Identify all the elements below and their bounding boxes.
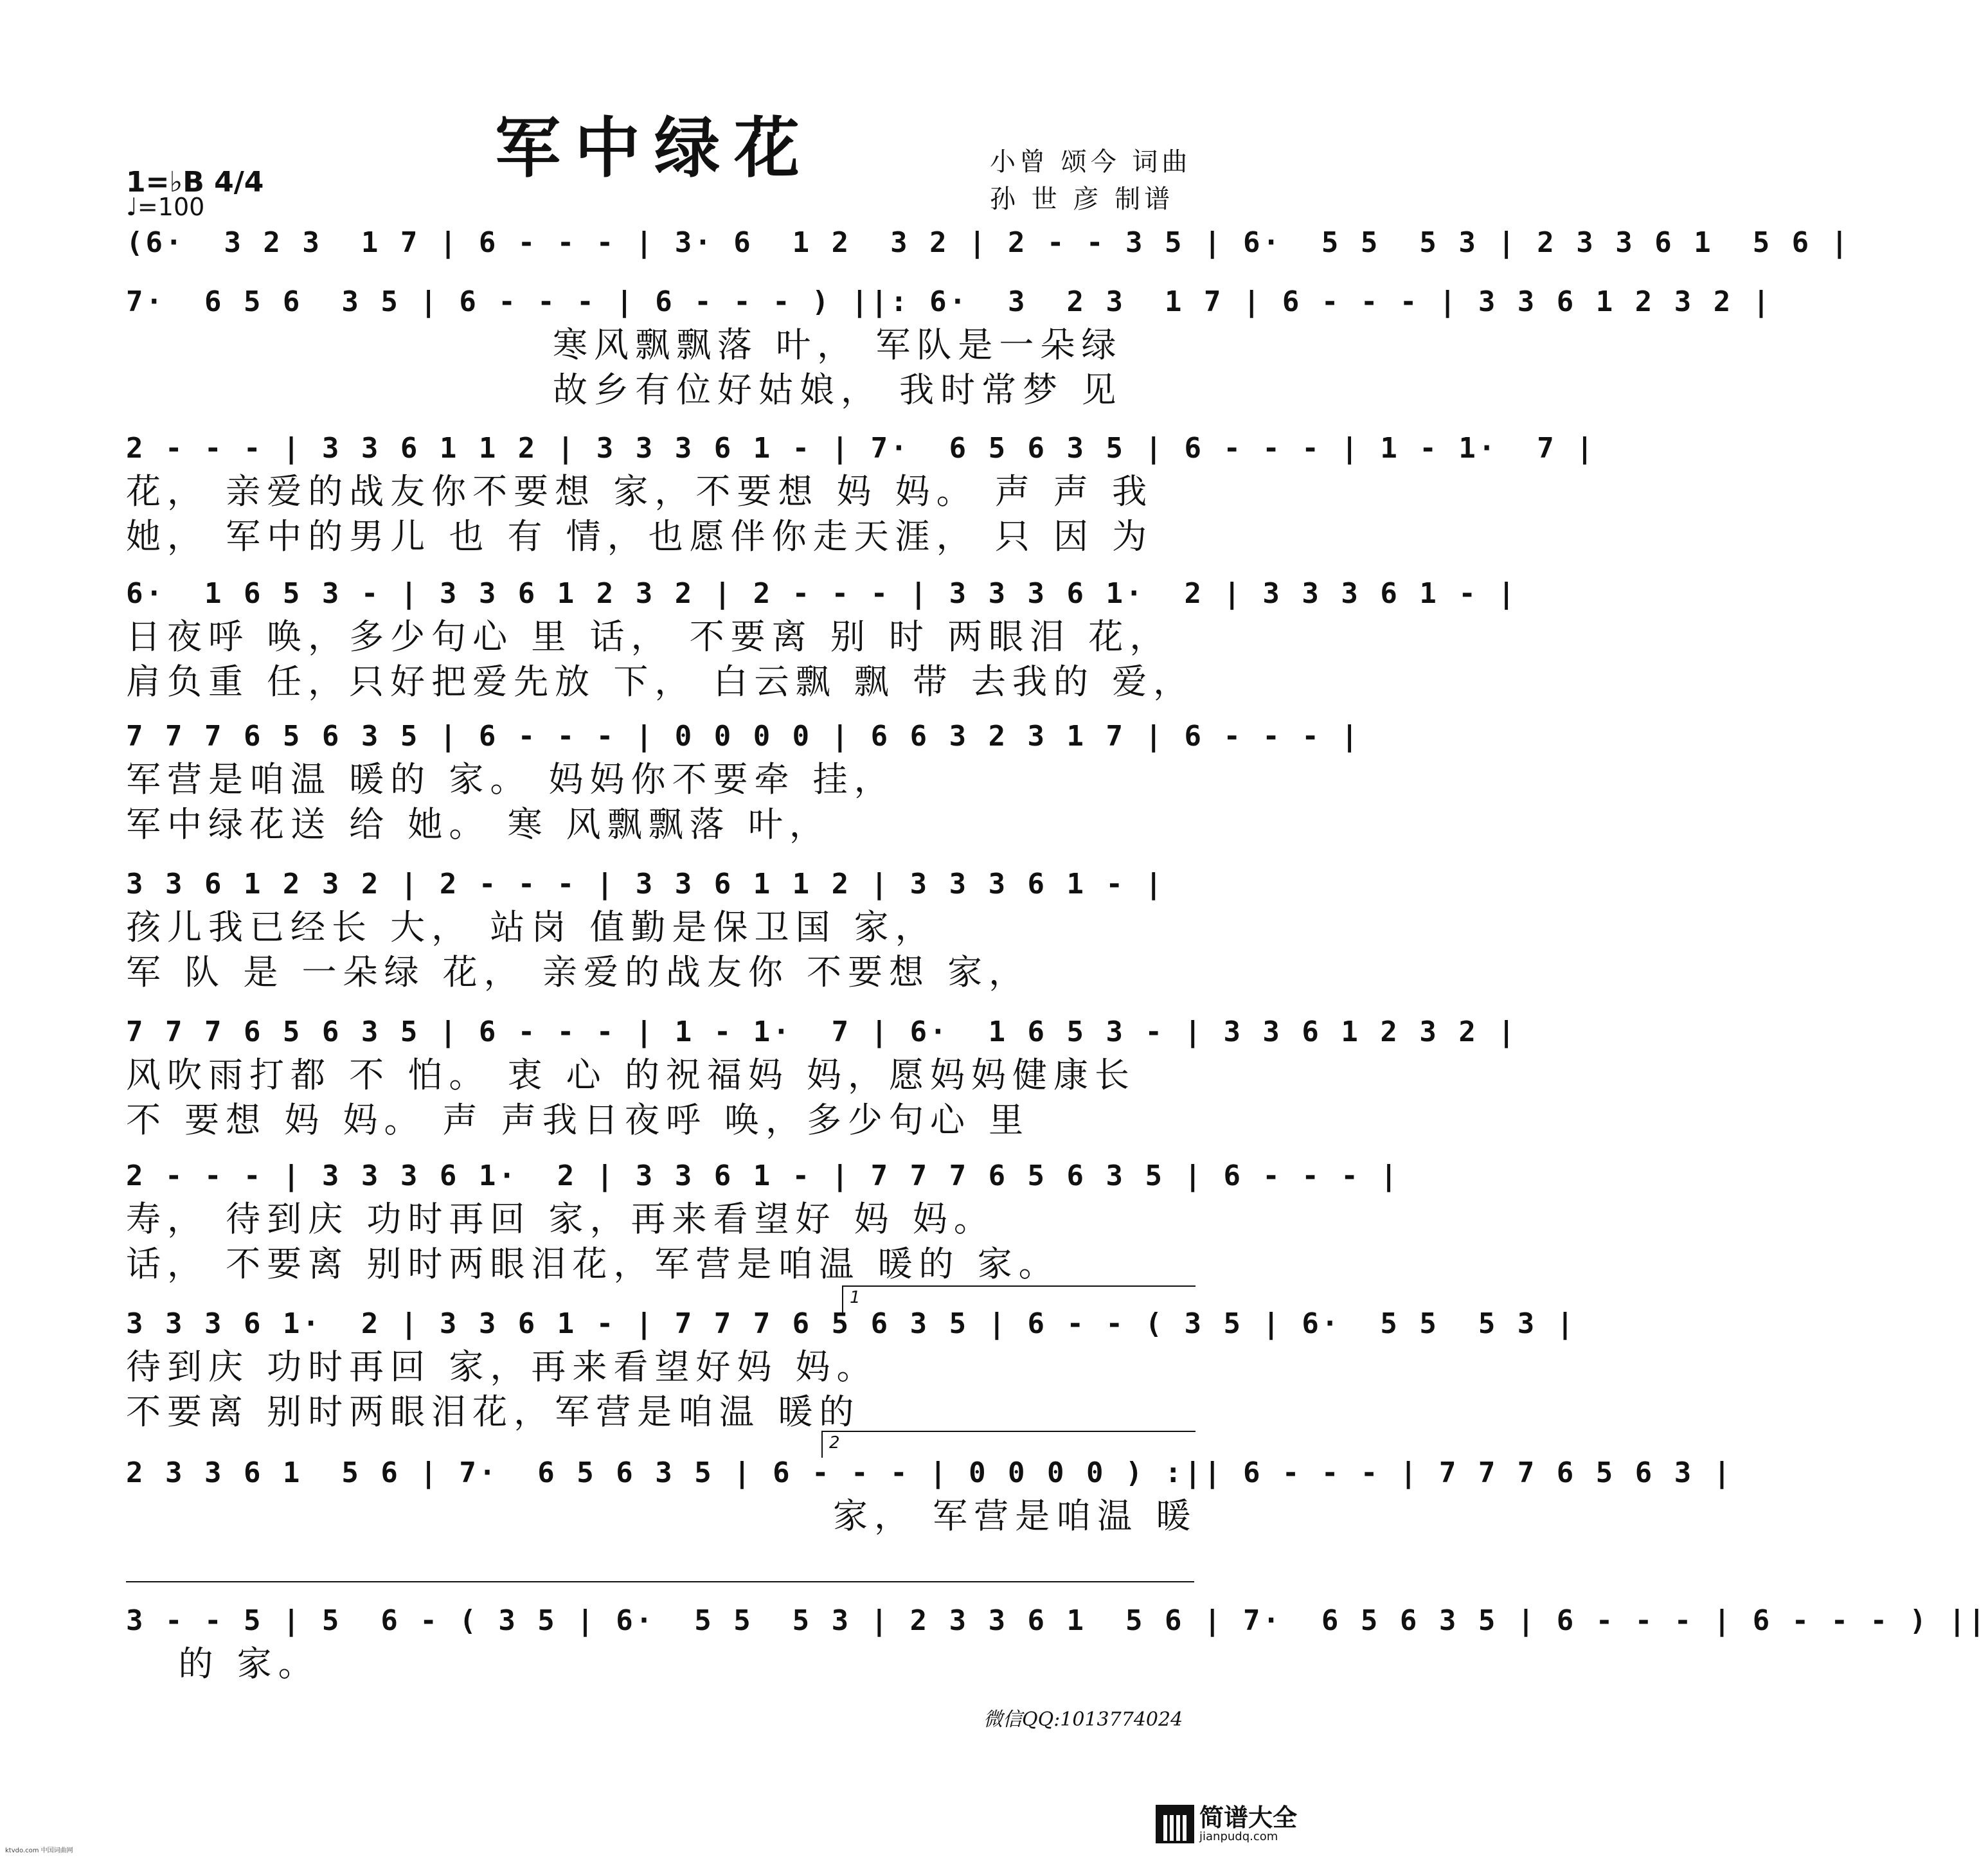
lyric-verse-1: 寒风飘飘落 叶， 军队是一朵绿 [553, 325, 1123, 365]
lyric-line: 的 家。 [126, 1643, 319, 1684]
system-10 [126, 1454, 1733, 1539]
lyric-verse-1: 孩儿我已经长 大， 站岗 值勤是保卫国 家， [126, 907, 936, 947]
notation-line: 7· 6 5 6 3 5 | 6 - - - | 6 - - - ) ||: 6· 3 2 3 1 7 | 6 - - - | 3 3 6 1 2 3 2 | [126, 285, 1773, 318]
lyric-verse-2: 肩负重 任，只好把爱先放 下， 白云飘 飘 带 去我的 爱， [126, 661, 1195, 702]
system-9 [126, 1305, 1577, 1435]
system-6 [126, 865, 1193, 995]
logo-name: 简谱大全 [1199, 1804, 1298, 1832]
ending-continuation-line [126, 1581, 1194, 1584]
lyric-verse-1: 日夜呼 唤，多少句心 里 话， 不要离 别 时 两眼泪 花， [126, 616, 1171, 657]
source-watermark: ktvdo.com 中国词曲网 [5, 1847, 73, 1854]
lyric-verse-2: 不要离 别时两眼泪花，军营是咱温 暖的 [126, 1392, 861, 1432]
lyric-verse-1: 风吹雨打都 不 怕。 衷 心 的祝福妈 妈，愿妈妈健康长 [126, 1055, 1136, 1095]
lyric-verse-2: 军中绿花送 给 她。 寒 风飘飘落 叶， [126, 804, 830, 845]
tempo-marking: ♩=100 [126, 193, 205, 221]
lyric-verse-2: 故乡有位好姑娘， 我时常梦 见 [553, 370, 1123, 410]
notation-line: (6· 3 2 3 1 7 | 6 - - - | 3· 6 1 2 3 2 | 2 - - 3 5 | 6· 5 5 5 3 | 2 3 3 6 1 5 6 | [126, 226, 1851, 259]
notation-line: 7 7 7 6 5 6 3 5 | 6 - - - | 0 0 0 0 | 6 6 3 2 3 1 7 | 6 - - - | [126, 720, 1361, 753]
system-3 [126, 429, 1596, 559]
system-11 [126, 1602, 1988, 1687]
notation-line: 3 3 3 6 1· 2 | 3 3 6 1 - | 7 7 7 6 5 6 3 5 | 6 - - ( 3 5 | 6· 5 5 5 3 | [126, 1307, 1577, 1340]
key-signature: 1=♭B 4/4 [126, 166, 264, 199]
notation-line: 3 - - 5 | 5 6 - ( 3 5 | 6· 5 5 5 3 | 2 3 3 6 1 5 6 | 7· 6 5 6 3 5 | 6 - - - | 6 - - - ) || [126, 1604, 1988, 1637]
site-logo [1156, 1805, 1297, 1843]
notation-line: 2 3 3 6 1 5 6 | 7· 6 5 6 3 5 | 6 - - - | 0 0 0 0 ) :|| 6 - - - | 7 7 7 6 5 6 3 | [126, 1456, 1733, 1489]
lyric-verse-1: 花， 亲爱的战友你不要想 家，不要想 妈 妈。 声 声 我 [126, 471, 1154, 512]
system-1 [126, 224, 1851, 264]
notation-line: 3 3 6 1 2 3 2 | 2 - - - | 3 3 6 1 1 2 | 3 3 3 6 1 - | [126, 868, 1165, 900]
volta-number: 2 [829, 1433, 840, 1453]
lyric-verse-2: 话， 不要离 别时两眼泪花，军营是咱温 暖的 家。 [126, 1244, 1060, 1284]
lyrics-music-credit: 小曾 颂今 词曲 [990, 147, 1192, 177]
system-7 [126, 1013, 1518, 1143]
piano-keys-icon [1156, 1805, 1194, 1843]
lyric-verse-1: 待到庆 功时再回 家，再来看望好妈 妈。 [126, 1347, 878, 1387]
logo-url: jianpudq.com [1199, 1830, 1278, 1843]
notation-line: 7 7 7 6 5 6 3 5 | 6 - - - | 1 - 1· 7 | 6· 1 6 5 3 - | 3 3 6 1 2 3 2 | [126, 1016, 1518, 1048]
notation-line: 2 - - - | 3 3 6 1 1 2 | 3 3 3 6 1 - | 7· 6 5 6 3 5 | 6 - - - | 1 - 1· 7 | [126, 432, 1596, 465]
contact-info: 微信QQ:1013774024 [983, 1708, 1183, 1731]
system-5 [126, 717, 1361, 847]
lyric-verse-1: 寿， 待到庆 功时再回 家，再来看望好 妈 妈。 [126, 1199, 995, 1239]
system-2 [126, 283, 1773, 413]
lyric-verse-1: 军营是咱温 暖的 家。 妈妈你不要牵 挂， [126, 759, 895, 800]
lyric-verse-2: 她， 军中的男儿 也 有 情，也愿伴你走天涯， 只 因 为 [126, 516, 1154, 557]
lyric-line: 家， 军营是咱温 暖 [833, 1496, 1197, 1536]
notation-line: 6· 1 6 5 3 - | 3 3 6 1 2 3 2 | 2 - - - | 3 3 3 6 1· 2 | 3 3 3 6 1 - | [126, 577, 1518, 610]
song-title: 军中绿花 [495, 110, 814, 187]
volta-number: 1 [850, 1288, 861, 1307]
notation-line: 2 - - - | 3 3 3 6 1· 2 | 3 3 6 1 - | 7 7 7 6 5 6 3 5 | 6 - - - | [126, 1159, 1400, 1192]
system-8 [126, 1157, 1400, 1287]
lyric-verse-2: 军 队 是 一朵绿 花， 亲爱的战友你 不要想 家， [126, 952, 1030, 992]
lyric-verse-2: 不 要想 妈 妈。 声 声我日夜呼 唤，多少句心 里 [126, 1100, 1030, 1140]
transcriber-credit: 孙 世 彦 制谱 [990, 184, 1174, 214]
system-4 [126, 575, 1518, 704]
